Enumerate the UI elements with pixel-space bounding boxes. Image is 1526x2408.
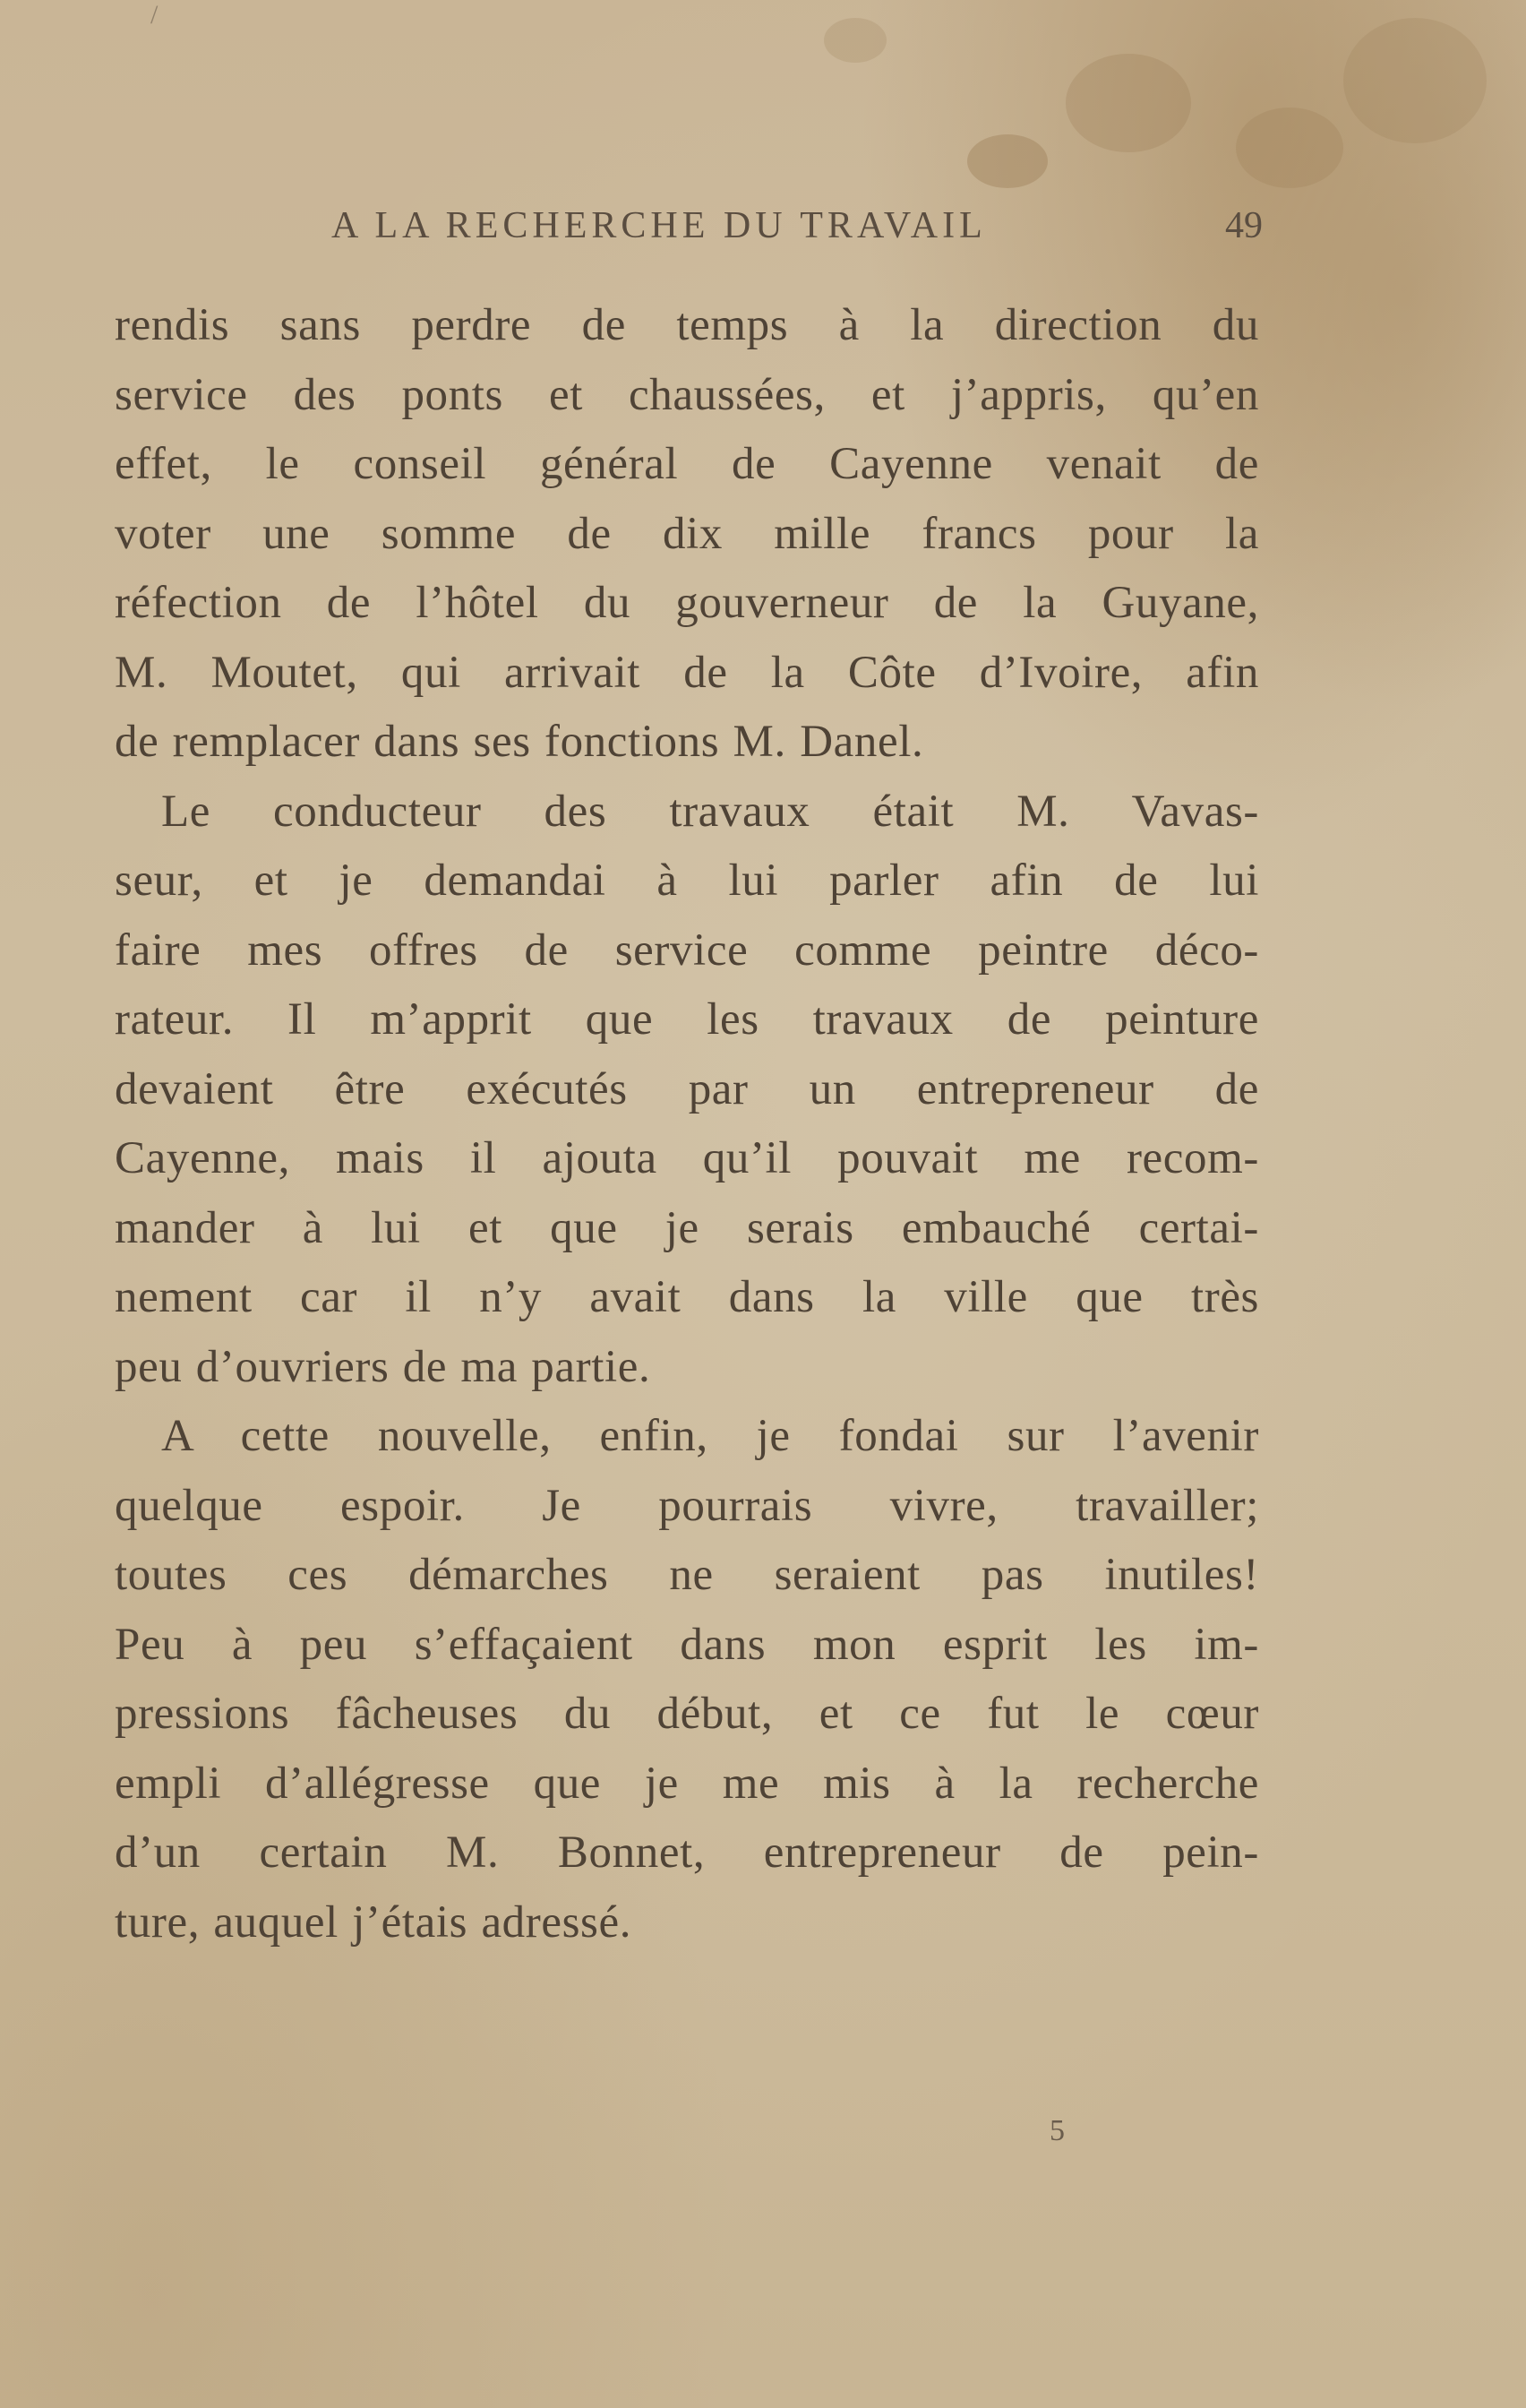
text-line: réfection de l’hôtel du gouverneur de la Guyane, <box>115 578 1259 628</box>
text-line: peu d’ouvriers de ma partie. <box>115 1341 651 1392</box>
text-line: rendis sans perdre de temps à la direction du <box>115 300 1259 350</box>
stain <box>1236 108 1343 188</box>
text-line: devaient être exécutés par un entrepreneur de <box>115 1063 1259 1114</box>
text-line: faire mes offres de service comme peintre déco- <box>115 924 1259 976</box>
text-line: Le conducteur des travaux était M. Vavas- <box>161 786 1259 837</box>
text-line: Peu à peu s’effaçaient dans mon esprit les im- <box>115 1619 1259 1670</box>
text-line: voter une somme de dix mille francs pour la <box>115 508 1259 559</box>
text-line: seur, et je demandai à lui parler afin de lui <box>115 856 1259 906</box>
text-line: de remplacer dans ses fonctions M. Danel. <box>115 717 924 767</box>
stain <box>967 134 1048 188</box>
text-line: mander à lui et que je serais embauché certai- <box>115 1202 1259 1253</box>
text-line: rateur. Il m’apprit que les travaux de peinture <box>115 994 1259 1045</box>
text-line: nement car il n’y avait dans la ville que très <box>115 1272 1259 1322</box>
signature-mark: 5 <box>1050 2114 1065 2147</box>
text-line: effet, le conseil général de Cayenne venait de <box>115 439 1259 489</box>
text-line: empli d’allégresse que je me mis à la recherche <box>115 1758 1259 1809</box>
stain <box>1066 54 1191 152</box>
text-line: quelque espoir. Je pourrais vivre, travailler; <box>115 1480 1259 1531</box>
text-line: ture, auquel j’étais adressé. <box>115 1896 632 1948</box>
stain <box>1343 18 1487 143</box>
text-line: A cette nouvelle, enfin, je fondai sur l’avenir <box>161 1411 1259 1461</box>
page-header <box>331 204 1263 258</box>
text-line: service des ponts et chaussées, et j’appris, qu’en <box>115 369 1259 420</box>
stain <box>824 18 887 63</box>
text-line: Cayenne, mais il ajouta qu’il pouvait me recom- <box>115 1133 1259 1183</box>
text-line: d’un certain M. Bonnet, entrepreneur de pein- <box>115 1828 1259 1878</box>
body-text <box>115 291 1259 1957</box>
text-line: toutes ces démarches ne seraient pas inutiles! <box>115 1550 1259 1600</box>
page-number: 49 <box>1225 205 1263 246</box>
stray-mark: / <box>150 0 159 30</box>
text-line: M. Moutet, qui arrivait de la Côte d’Ivoire, afin <box>115 647 1259 698</box>
running-title: A LA RECHERCHE DU TRAVAIL <box>331 205 987 246</box>
text-line: pressions fâcheuses du début, et ce fut le cœur <box>115 1689 1259 1739</box>
